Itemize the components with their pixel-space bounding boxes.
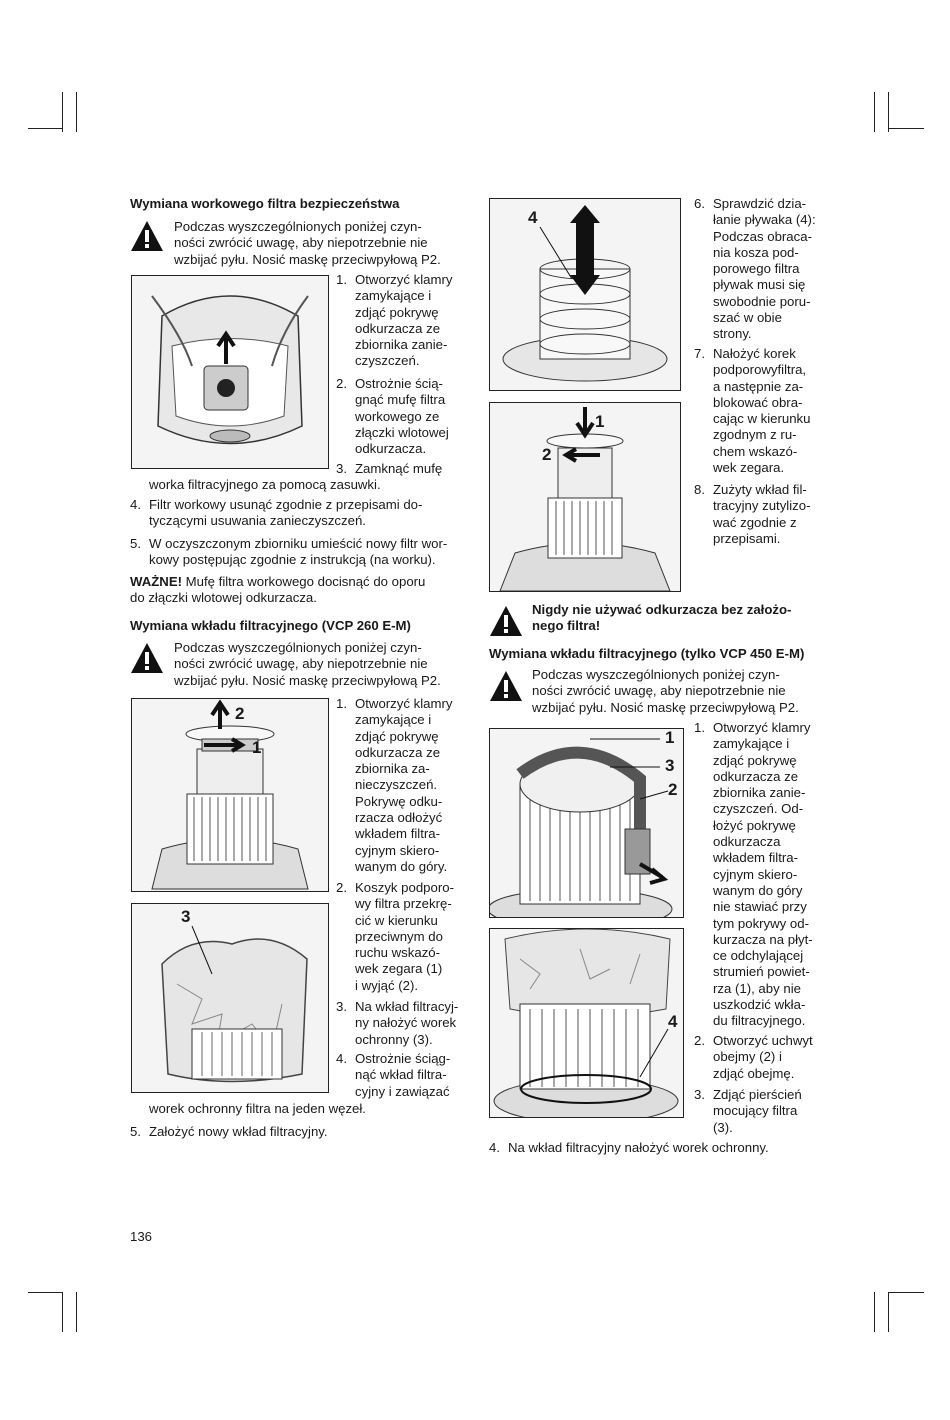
crop-mark [888,1292,924,1293]
section-title-bag-filter: Wymiana workowego filtra bezpieczeństwa [130,196,400,211]
crop-mark [62,92,63,132]
step-text: Sprawdzić dzia- łanie pływaka (4): Podczas obraca- nia kosza pod- porowego filtra pływak musi się swobodnie poru- szać w obie strony. [713,196,816,342]
step-text: worek ochronny filtra na jeden węzeł. [149,1101,366,1116]
step-number: 3. [336,999,347,1014]
warning-text: Podczas wyszczególnionych poniżej czyn- ności zwrócić uwagę, aby niepotrzebnie nie wzbijać pyłu. Nosić maskę przeciwpyłową P2. [174,640,441,688]
warning-icon [130,220,164,252]
step-text: Zdjąć pierścień mocujący filtra (3). [713,1087,802,1135]
step-text: Na wkład filtracyj- ny nałożyć worek ochronny (3). [355,999,459,1047]
callout-1: 1 [252,738,262,757]
step-text: Otworzyć klamry zamykające i zdjąć pokrywę odkurzacza ze zbiornika za- nieczyszczeń. Pokrywę odku- rzacza odłożyć wkładem filtra- cyjnym skiero- wanym do góry. [355,696,453,874]
step-number: 4. [336,1051,347,1066]
step-text: Otworzyć klamry zamykające i zdjąć pokrywę odkurzacza ze zbiornika zanie- czyszczeń. Od- łożyć pokrywę odkurzacza wkładem filtra- cyjnym skiero- wanym do góry nie stawiać przy tym pokrywy od- kurzacza na płyt- ce odchylającej strumień powiet- rza (1), aby nie uszkodzić wkła- du filtracyjnego. [713,720,813,1029]
crop-mark [28,1292,62,1293]
step-number: 4. [489,1140,500,1155]
step-text: Nałożyć korek podporowyfiltra, a następnie za- blokować obra- cając w kierunku zgodnym z ru- chem wskazó- wek zegara. [713,346,811,476]
crop-mark [888,128,924,129]
figure-ring-removal [489,928,684,1118]
warning-icon [130,642,164,674]
step-text: Koszyk podporo- wy filtra przekrę- cić w kierunku przeciwnym do ruchu wskazó- wek zegara (1) i wyjąć (2). [355,880,454,993]
step-text: Na wkład filtracyjny nałożyć worek ochronny. [508,1140,769,1155]
step-text: Otworzyć uchwyt obejmy (2) i zdjąć obejmę. [713,1033,813,1081]
step-text: Założyć nowy wkład filtracyjny. [149,1124,328,1139]
step-number: 2. [694,1033,705,1048]
step-number: 6. [694,196,705,211]
crop-mark [28,128,62,129]
step-text: Filtr workowy usunąć zgodnie z przepisami do- tyczącymi usuwania zanieczyszczeń. [149,497,423,529]
step-number: 3. [336,461,347,476]
step-text: Zamknąć mufę [355,461,443,476]
step-text: Zużyty wkład fil- tracyjny zutylizo- wać zgodnie z przepisami. [713,482,811,546]
step-number: 2. [336,376,347,391]
step-text: Ostrożnie ściąg- nąć wkład filtra- cyjny i zawiązać [355,1051,451,1099]
callout-4: 4 [668,1012,678,1031]
step-number: 5. [130,536,141,551]
page-number: 136 [130,1229,153,1244]
step-number: 2. [336,880,347,895]
callout-1: 1 [595,412,605,431]
crop-mark [888,92,889,132]
crop-mark [62,1292,63,1332]
step-number: 4. [130,497,141,512]
warning-icon [489,670,523,702]
figure-float-check [489,198,681,391]
figure-bag-filter-removal [131,275,329,469]
crop-mark [76,92,77,132]
step-number: 8. [694,482,705,497]
section-title-cartridge-450: Wymiana wkładu filtracyjnego (tylko VCP 450 E-M) [489,646,805,661]
warning-text: Podczas wyszczególnionych poniżej czyn- ności zwrócić uwagę, aby niepotrzebnie nie wzbijać pyłu. Nosić maskę przeciwpyłową P2. [532,667,799,715]
crop-mark [874,92,875,132]
step-text: worka filtracyjnego za pomocą zasuwki. [149,477,381,492]
step-number: 3. [694,1087,705,1102]
callout-2: 2 [542,445,552,464]
step-number: 1. [336,696,347,711]
callout-1: 1 [665,728,675,747]
callout-3: 3 [665,756,675,775]
step-number: 5. [130,1124,141,1139]
step-number: 1. [694,720,705,735]
never-warning-text: Nigdy nie używać odkurzacza bez założo- nego filtra! [532,602,792,634]
callout-2: 2 [668,780,678,799]
step-text: Ostrożnie ścią- gnąć mufę filtra workowego ze złączki wlotowej odkurzacza. [355,376,449,457]
figure-basket-removal [131,698,329,892]
crop-mark [76,1292,77,1332]
section-title-cartridge-260: Wymiana wkładu filtracyjnego (VCP 260 E-M) [130,618,411,633]
figure-clamp-removal [489,728,684,918]
step-number: 1. [336,272,347,287]
step-text: W oczyszczonym zbiorniku umieścić nowy filtr wor- kowy postępując zgodnie z instrukcją (na worku). [149,536,448,568]
warning-text: Podczas wyszczególnionych poniżej czyn- ności zwrócić uwagę, aby niepotrzebnie nie wzbijać pyłu. Nosić maskę przeciwpyłową P2. [174,219,441,267]
crop-mark [888,1292,889,1332]
figure-basket-install [489,402,681,592]
callout-3: 3 [181,907,191,926]
step-text: Otworzyć klamry zamykające i zdjąć pokrywę odkurzacza ze zbiornika zanie- czyszczeń. [355,272,453,369]
callout-2: 2 [235,704,245,723]
step-number: 7. [694,346,705,361]
crop-mark [874,1292,875,1332]
important-note: WAŻNE! Mufę filtra workowego docisnąć do oporu do złączki wlotowej odkurzacza. [130,574,426,606]
warning-icon [489,605,523,637]
callout-4: 4 [528,208,538,227]
figure-protective-bag [131,903,329,1093]
